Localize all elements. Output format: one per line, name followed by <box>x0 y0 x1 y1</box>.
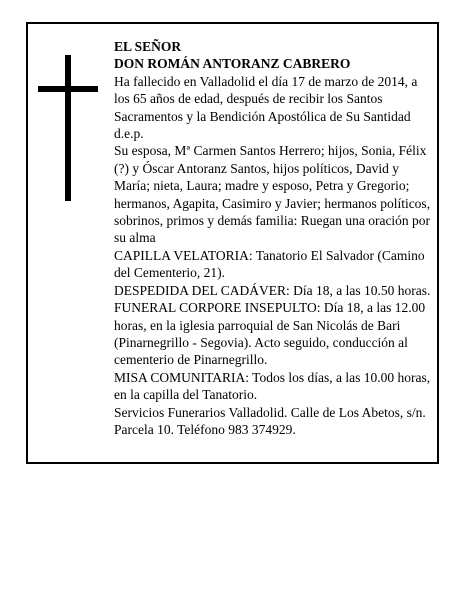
deceased-name: DON ROMÁN ANTORANZ CABRERO <box>114 56 351 72</box>
cross-horizontal-bar <box>38 86 98 92</box>
mass-info: MISA COMUNITARIA: Todos los días, a las 10.00 horas, en la capilla del Tanatorio. <box>114 369 431 403</box>
funeral-services-info: Servicios Funerarios Valladolid. Calle de Los Abetos, s/n. Parcela 10. Teléfono 983 374929. <box>114 404 426 437</box>
title-line-1: EL SEÑOR <box>114 39 182 54</box>
family-list: Su esposa, Mª Carmen Santos Herrero; hijos, Sonia, Félix (?) y Óscar Antoranz Santos, hijos políticos, David y María; nieta, Laura; madre y esposo, Petra y Gregorio; hermanos, Agapita, Casimiro y Javier; hermanos políticos, sobrinos, primos y demás familia: Ruegan una oración por su alma <box>114 143 431 246</box>
cross-icon <box>38 55 98 201</box>
cross-vertical-bar <box>65 55 71 201</box>
obituary-notice <box>26 22 439 464</box>
funeral-info: FUNERAL CORPORE INSEPULTO: Día 18, a las 12.00 horas, en la iglesia parroquial de San Nicolás de Bari (Pinarnegrillo - Segovia). Acto seguido, conducción al cementerio de Pinarnegrillo. <box>114 300 426 368</box>
death-announcement: Ha fallecido en Valladolid el día 17 de marzo de 2014, a los 65 años de edad, después de recibir los Santos Sacramentos y la Bendición Apostólica de Su Santidad d.e.p. <box>114 73 418 142</box>
obituary-text <box>114 38 434 438</box>
chapel-info: CAPILLA VELATORIA: Tanatorio El Salvador (Camino del Cementerio, 21). <box>114 247 425 281</box>
farewell-info: DESPEDIDA DEL CADÁVER: Día 18, a las 10.50 horas. <box>114 282 431 298</box>
